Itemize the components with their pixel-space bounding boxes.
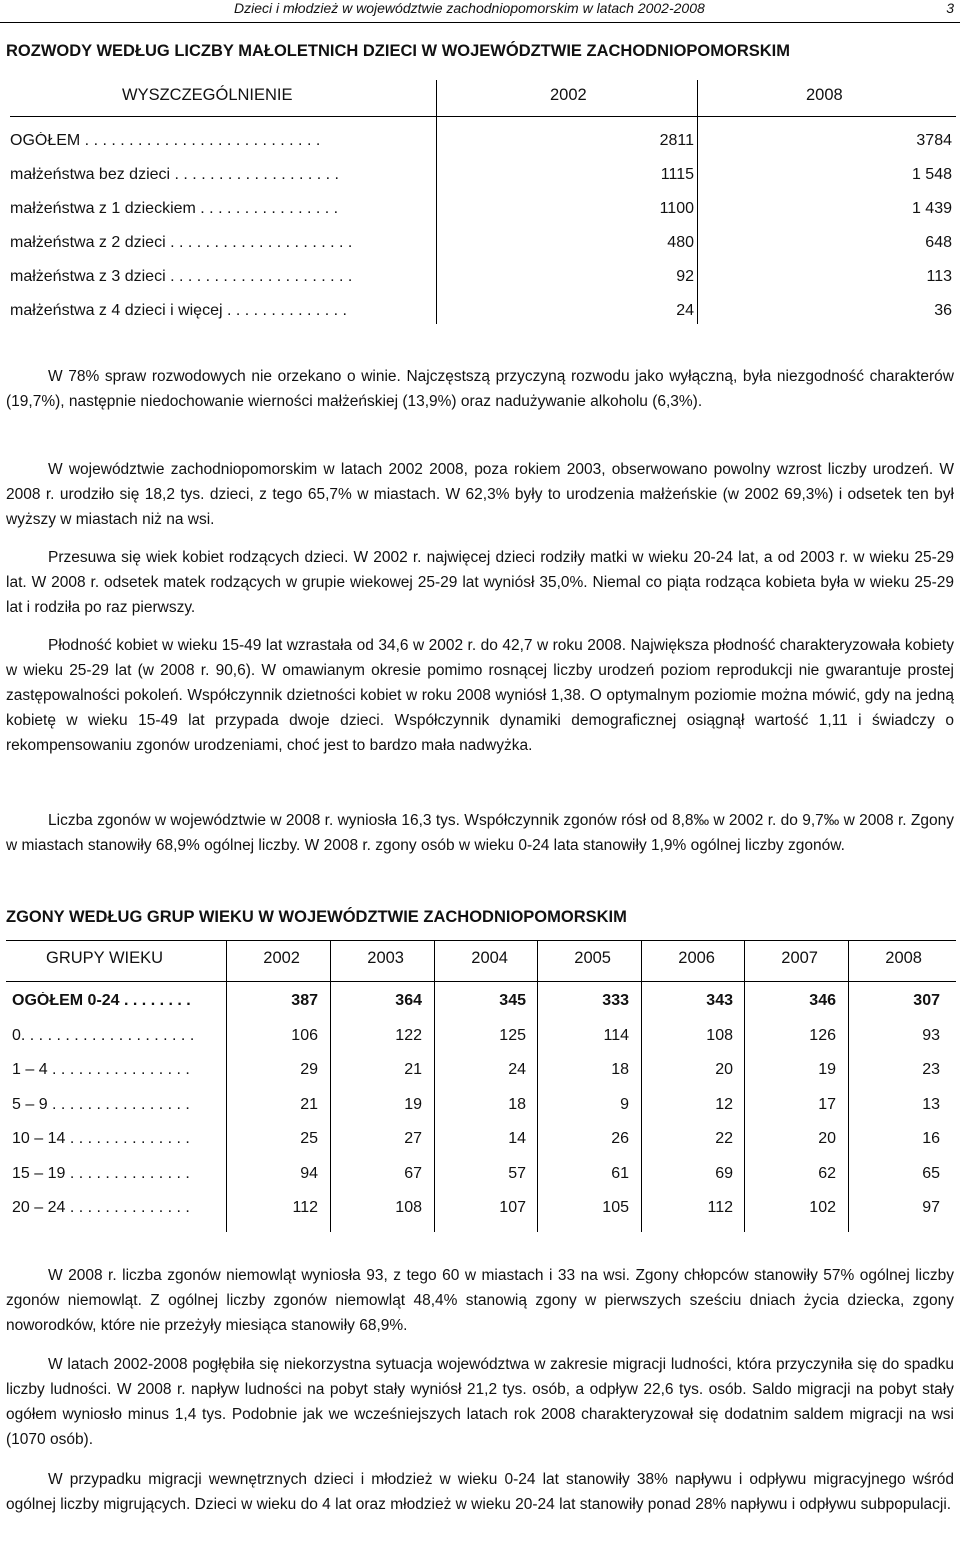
value-2005: 105 — [602, 1199, 629, 1216]
value-2007: 346 — [809, 992, 836, 1009]
value-2007: 62 — [818, 1165, 836, 1182]
value-2006: 22 — [715, 1130, 733, 1147]
value-2008: 93 — [922, 1027, 940, 1044]
value-2005: 114 — [603, 1027, 629, 1044]
value-2005: 26 — [611, 1130, 629, 1147]
value-2006: 69 — [715, 1165, 733, 1182]
header-divider — [10, 116, 956, 117]
row-label: małżeństwa z 3 dzieci . . . . . . . . . . . . . . . . . . . . . — [10, 268, 353, 285]
value-2007: 126 — [809, 1027, 836, 1044]
value-2007: 19 — [818, 1061, 836, 1078]
value-2004: 14 — [508, 1130, 526, 1147]
value-2008: 113 — [926, 268, 952, 285]
value-2002: 387 — [291, 992, 318, 1009]
value-2008: 36 — [934, 302, 952, 319]
paragraph: W przypadku migracji wewnętrznych dzieci i młodzież w wieku 0-24 lat stanowiły 38% napływu i odpływu migracyjnego wśród ogólnej liczby migrujących. Dzieci w wieku do 4 lat oraz młodzież w wieku 20-24 lat stanowiły ponad 28% napływu i odpływu subpopulacji. — [6, 1471, 954, 1513]
paragraph: W latach 2002-2008 pogłębiła się niekorzystna sytuacja województwa w zakresie migracji ludności, która przyczyniła się do spadku liczby ludności. W 2008 r. napływ ludności na pobyt stały wyniósł 21,2 tys. osób, a odpływ 22,6 tys. osób. Saldo migracji na pobyt stały ogółem wyniosło minus 1,4 tys. Podobnie jak we wcześniejszych latach rok 2008 charakteryzował się dodatnim saldem migracji na wsi (1070 osób). — [6, 1356, 954, 1448]
table-row — [6, 1199, 956, 1223]
value-2002: 112 — [292, 1199, 318, 1216]
value-2008: 1 439 — [911, 200, 952, 217]
value-2002: 106 — [291, 1027, 318, 1044]
paragraph: W 78% spraw rozwodowych nie orzekano o winie. Najczęstszą przyczyną rozwodu jako wyłączną, była niezgodność charakterów (19,7%), następnie niedochowanie wierności małżeńskiej (13,9%) oraz nadużywanie alkoholu (6,3%). — [6, 368, 954, 410]
value-2006: 20 — [715, 1061, 733, 1078]
row-label: 5 – 9 . . . . . . . . . . . . . . . . — [12, 1096, 190, 1113]
table-header — [6, 940, 956, 982]
paragraph: W województwie zachodniopomorskim w latach 2002 2008, poza rokiem 2003, obserwowano powolny wzrost liczby urodzeń. W 2008 r. urodziło się 18,2 tys. dzieci, z tego 65,7% w miastach. W 62,3% były to urodzenia małżeńskie (w 2002 69,3%) i odsetek ten był wyższy w miastach niż na wsi. — [6, 461, 954, 528]
paragraph: Płodność kobiet w wieku 15-49 lat wzrastała od 34,6 w 2002 r. do 42,7 w roku 2008. Największa płodność charakteryzowała kobiety w wieku 25-29 lat (w 2008 r. 90,6). W omawianym okresie pomimo rosnącej liczby urodzeń poziom reprodukcji nie gwarantuje prostej zastępowalności pokoleń. Współczynnik dzietności kobiet w roku 2008 wyniósł 1,38. O optymalnym poziomie można mówić, gdy na jedną kobietę w wieku 15-49 lat przypada dwoje dzieci. Współczynnik dynamiki demograficznej osiągnął wartość 1,11 i świadczy o rekompensowaniu zgonów urodzeniami, choć jest to bardzo mała nadwyżka. — [6, 637, 954, 754]
table-row — [6, 1096, 956, 1120]
col-header-year: 2006 — [678, 949, 715, 967]
col-header-year: 2003 — [367, 949, 404, 967]
value-2006: 108 — [706, 1027, 733, 1044]
value-2002: 94 — [300, 1165, 318, 1182]
value-2006: 343 — [706, 992, 733, 1009]
table-row — [10, 234, 956, 258]
value-2008: 23 — [922, 1061, 940, 1078]
row-label: 0. . . . . . . . . . . . . . . . . . . . — [12, 1027, 195, 1044]
col-header-year: 2004 — [471, 949, 508, 967]
value-2005: 333 — [602, 992, 629, 1009]
value-2005: 18 — [611, 1061, 629, 1078]
value-2007: 20 — [818, 1130, 836, 1147]
header-divider — [0, 22, 960, 23]
row-label: OGÓŁEM 0-24 . . . . . . . . — [12, 992, 191, 1009]
page-number: 3 — [946, 0, 954, 16]
value-2002: 1100 — [659, 200, 694, 217]
value-2005: 9 — [620, 1096, 629, 1113]
value-2003: 27 — [404, 1130, 422, 1147]
table-row — [6, 1165, 956, 1189]
value-2004: 57 — [508, 1165, 526, 1182]
row-label: OGÓŁEM . . . . . . . . . . . . . . . . . . . . . . . . . . . — [10, 132, 321, 149]
value-2004: 345 — [499, 992, 526, 1009]
table-row — [6, 1061, 956, 1085]
value-2003: 122 — [395, 1027, 422, 1044]
col-header-year: 2007 — [781, 949, 818, 967]
value-2008: 16 — [922, 1130, 940, 1147]
row-label: 15 – 19 . . . . . . . . . . . . . . — [12, 1165, 190, 1182]
row-label: małżeństwa z 4 dzieci i więcej . . . . . . . . . . . . . . — [10, 302, 347, 319]
value-2002: 1115 — [660, 166, 694, 183]
table-row — [10, 302, 956, 326]
value-2008: 307 — [913, 992, 940, 1009]
value-2008: 13 — [922, 1096, 940, 1113]
col-header-year: 2005 — [574, 949, 611, 967]
col-header-label: GRUPY WIEKU — [46, 949, 164, 967]
value-2004: 125 — [499, 1027, 526, 1044]
col-header-2002: 2002 — [550, 86, 587, 104]
value-2003: 19 — [404, 1096, 422, 1113]
value-2004: 107 — [499, 1199, 526, 1216]
value-2007: 102 — [809, 1199, 836, 1216]
deaths-table-title: ZGONY WEDŁUG GRUP WIEKU W WOJEWÓDZTWIE ZACHODNIOPOMORSKIM — [6, 908, 627, 926]
value-2003: 364 — [395, 992, 422, 1009]
value-2008: 65 — [922, 1165, 940, 1182]
value-2003: 21 — [404, 1061, 422, 1078]
value-2005: 61 — [611, 1165, 629, 1182]
value-2008: 3784 — [916, 132, 952, 149]
value-2002: 24 — [676, 302, 694, 319]
paragraph: Liczba zgonów w województwie w 2008 r. wyniosła 16,3 tys. Współczynnik zgonów rósł od 8,8‰ w 2002 r. do 9,7‰ w 2008 r. Zgony w miastach stanowiły 68,9% ogólnej liczby. W 2008 r. zgony osób w wieku 0-24 lata stanowiły 1,9% ogólnej liczby zgonów. — [6, 812, 954, 854]
col-header-label: WYSZCZEGÓLNIENIE — [122, 86, 293, 104]
paragraph: W 2008 r. liczba zgonów niemowląt wyniosła 93, z tego 60 w miastach i 33 na wsi. Zgony chłopców stanowiły 57% ogólnej liczby zgonów niemowląt. Z ogólnej liczby zgonów niemowląt 48,4% stanowią zgony w pierwszych sześciu dniach życia dziecka, zgony noworodków, które nie przeżyły miesiąca stanowiły 68,9%. — [6, 1267, 954, 1334]
row-label: małżeństwa z 1 dzieckiem . . . . . . . . . . . . . . . . — [10, 200, 339, 217]
row-label: małżeństwa z 2 dzieci . . . . . . . . . . . . . . . . . . . . . — [10, 234, 353, 251]
value-2002: 480 — [667, 234, 694, 251]
value-2004: 24 — [508, 1061, 526, 1078]
table-row — [10, 132, 956, 156]
value-2008: 97 — [922, 1199, 940, 1216]
value-2006: 112 — [707, 1199, 733, 1216]
deaths-table — [6, 940, 956, 1230]
table-row — [6, 1027, 956, 1051]
value-2008: 1 548 — [911, 166, 952, 183]
table-row — [10, 200, 956, 224]
value-2007: 17 — [818, 1096, 836, 1113]
value-2002: 92 — [676, 268, 694, 285]
table-row — [6, 992, 956, 1016]
col-header-year: 2008 — [885, 949, 922, 967]
row-label: 1 – 4 . . . . . . . . . . . . . . . . — [12, 1061, 190, 1078]
value-2008: 648 — [925, 234, 952, 251]
divorces-table-title: ROZWODY WEDŁUG LICZBY MAŁOLETNICH DZIECI W WOJEWÓDZTWIE ZACHODNIOPOMORSKIM — [6, 42, 791, 60]
row-label: 10 – 14 . . . . . . . . . . . . . . — [12, 1130, 190, 1147]
divorces-table — [10, 80, 956, 330]
table-row — [6, 1130, 956, 1154]
table-row — [10, 268, 956, 292]
value-2002: 2811 — [659, 132, 694, 149]
col-header-2008: 2008 — [806, 86, 843, 104]
value-2002: 25 — [300, 1130, 318, 1147]
value-2006: 12 — [715, 1096, 733, 1113]
value-2003: 108 — [395, 1199, 422, 1216]
value-2003: 67 — [404, 1165, 422, 1182]
paragraph: Przesuwa się wiek kobiet rodzących dzieci. W 2002 r. najwięcej dzieci rodziły matki w wieku 20-24 lat, a od 2003 r. w wieku 25-29 lat. W 2008 r. odsetek matek rodzących w grupie wiekowej 25-29 lat wyniósł 35,0%. Niemal co piąta rodząca kobieta była w wieku 25-29 lat i rodziła po raz pierwszy. — [6, 549, 954, 616]
running-header-title: Dzieci i młodzież w województwie zachodniopomorskim w latach 2002-2008 — [234, 0, 705, 16]
value-2002: 29 — [300, 1061, 318, 1078]
col-header-year: 2002 — [263, 949, 300, 967]
value-2002: 21 — [300, 1096, 318, 1113]
table-row — [10, 166, 956, 190]
value-2004: 18 — [508, 1096, 526, 1113]
row-label: małżeństwa bez dzieci . . . . . . . . . . . . . . . . . . . — [10, 166, 339, 183]
row-label: 20 – 24 . . . . . . . . . . . . . . — [12, 1199, 190, 1216]
